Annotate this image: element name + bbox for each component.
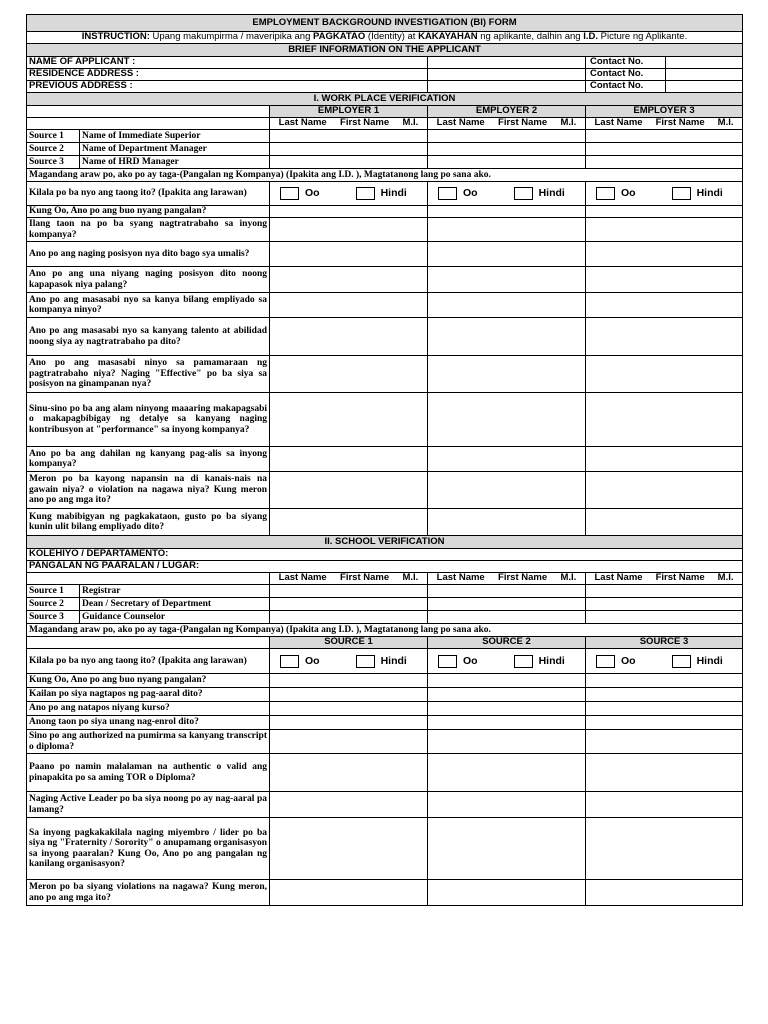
no-checkbox[interactable] <box>672 655 691 668</box>
blank-cell <box>27 106 270 118</box>
school-name-cols-2 <box>428 573 586 585</box>
school-source-label: Source 1 <box>27 585 80 598</box>
work-question: Kung Oo, Ano po ang buo nyang pangalan? <box>27 206 270 218</box>
applicant-label-2: PREVIOUS ADDRESS : <box>27 81 428 93</box>
school-answer-7-col-1[interactable] <box>270 792 428 818</box>
yes-checkbox[interactable] <box>280 655 299 668</box>
school-answer-9-col-3[interactable] <box>586 880 743 906</box>
yes-checkbox[interactable] <box>596 655 615 668</box>
school-source-header-1: SOURCE 1 <box>270 637 428 649</box>
school-source-3-col-1[interactable] <box>270 611 428 624</box>
work-question: Ilang taon na po ba syang nagtratrabaho sa inyong kompanya? <box>27 218 270 242</box>
work-answer-7-col-2[interactable] <box>428 356 586 393</box>
work-answer-6-col-2[interactable] <box>428 318 586 356</box>
instruction-bold-1: PAGKATAO <box>313 31 366 43</box>
work-question-row <box>27 393 743 447</box>
school-answer-2-col-2[interactable] <box>428 688 586 702</box>
school-greeting: Magandang araw po, ako po ay taga-(Pangalan ng Kompanya) (Ipakita ang I.D. ), Magtatanong lang po sana ako. <box>27 624 743 637</box>
work-answer-10-col-2[interactable] <box>428 472 586 509</box>
no-label: Hindi <box>696 654 723 667</box>
work-answer-1-col-2[interactable] <box>428 206 586 218</box>
school-answer-9-col-1[interactable] <box>270 880 428 906</box>
work-answer-4-col-1[interactable] <box>270 267 428 293</box>
work-answer-9-col-2[interactable] <box>428 447 586 472</box>
work-question-row <box>27 472 743 509</box>
work-question-row <box>27 318 743 356</box>
school-answer-5-col-1[interactable] <box>270 730 428 754</box>
school-question: Paano po namin malalaman na authentic o valid ang pinapakita po sa aming TOR o Diploma? <box>27 754 270 792</box>
contact-no-label-1 <box>586 69 743 81</box>
school-answer-1-col-3[interactable] <box>586 674 743 688</box>
mi-label: M.I. <box>402 572 419 584</box>
last-name-label: Last Name <box>436 117 485 129</box>
employer-header-3: EMPLOYER 3 <box>586 106 743 118</box>
work-question: Sinu-sino po ba ang alam ninyong maaaring makapagsabi o makapagbibigay ng detalye sa kanyang naging kontribusyon at "performance" sa inyong kompanya? <box>27 393 270 447</box>
school-question: Naging Active Leader po ba siya noong po ay nag-aaral pa lamang? <box>27 792 270 818</box>
work-answer-1-col-3[interactable] <box>586 206 743 218</box>
work-question: Ano po ba ang dahilan ng kanyang pag-alis sa inyong kompanya? <box>27 447 270 472</box>
school-question-row <box>27 730 743 754</box>
work-answer-5-col-3[interactable] <box>586 293 743 318</box>
school-source-1-col-3[interactable] <box>586 585 743 598</box>
last-name-label: Last Name <box>594 117 643 129</box>
work-greeting: Magandang araw po, ako po ay taga-(Pangalan ng Kompanya) (Ipakita ang I.D. ), Magtatanong lang po sana ako. <box>27 169 743 182</box>
mi-label: M.I. <box>402 117 419 129</box>
work-question-row <box>27 509 743 536</box>
work-source-3-col-3[interactable] <box>586 156 743 169</box>
work-source-label: Source 3 <box>27 156 80 169</box>
school-answer-5-col-3[interactable] <box>586 730 743 754</box>
work-answer-6-col-3[interactable] <box>586 318 743 356</box>
instruction-text-2: (Identity) at <box>365 31 419 43</box>
blank-cell <box>27 118 270 130</box>
work-answer-11-col-1[interactable] <box>270 509 428 536</box>
applicant-value-0[interactable] <box>428 57 586 69</box>
applicant-label-0: NAME OF APPLICANT : <box>27 57 428 69</box>
school-question-row <box>27 880 743 906</box>
school-source-2-col-1[interactable] <box>270 598 428 611</box>
school-source-name: Registrar <box>80 585 270 598</box>
yes-checkbox[interactable] <box>438 655 457 668</box>
no-checkbox[interactable] <box>514 187 533 200</box>
first-name-label: First Name <box>498 117 548 129</box>
no-label: Hindi <box>696 187 723 200</box>
work-name-cols-2 <box>428 118 586 130</box>
work-answer-5-col-2[interactable] <box>428 293 586 318</box>
school-answer-8-col-3[interactable] <box>586 818 743 880</box>
work-answer-8-col-3[interactable] <box>586 393 743 447</box>
blank-cell <box>27 573 270 585</box>
no-label: Hindi <box>380 654 407 667</box>
no-label: Hindi <box>538 654 565 667</box>
school-source-name: Dean / Secretary of Department <box>80 598 270 611</box>
work-yes-no-1 <box>270 182 428 206</box>
work-answer-9-col-1[interactable] <box>270 447 428 472</box>
school-answer-8-col-1[interactable] <box>270 818 428 880</box>
school-answer-4-col-3[interactable] <box>586 716 743 730</box>
applicant-value-1[interactable] <box>428 69 586 81</box>
work-name-cols-1 <box>270 118 428 130</box>
work-kilala-question: Kilala po ba nyo ang taong ito? (Ipakita ang larawan) <box>27 182 270 206</box>
school-source-1-col-2[interactable] <box>428 585 586 598</box>
work-question: Ano po ang naging posisyon nya dito bago sya umalis? <box>27 242 270 267</box>
employer-header-2: EMPLOYER 2 <box>428 106 586 118</box>
yes-label: Oo <box>463 187 478 200</box>
contact-no-text: Contact No. <box>586 57 666 68</box>
work-answer-9-col-3[interactable] <box>586 447 743 472</box>
school-question-row <box>27 688 743 702</box>
school-answer-4-col-2[interactable] <box>428 716 586 730</box>
contact-no-input[interactable] <box>666 81 742 92</box>
school-answer-2-col-3[interactable] <box>586 688 743 702</box>
yes-label: Oo <box>463 654 478 667</box>
school-answer-1-col-2[interactable] <box>428 674 586 688</box>
school-answer-1-col-1[interactable] <box>270 674 428 688</box>
school-yes-no-3 <box>586 649 743 674</box>
contact-no-label-2 <box>586 81 743 93</box>
work-question: Kung mabibigyan ng pagkakataon, gusto po ba siyang kunin ulit bilang empliyado dito? <box>27 509 270 536</box>
school-question: Meron po ba siyang violations na nagawa? Kung meron, ano po ang mga ito? <box>27 880 270 906</box>
work-answer-8-col-1[interactable] <box>270 393 428 447</box>
first-name-label: First Name <box>655 572 705 584</box>
work-answer-5-col-1[interactable] <box>270 293 428 318</box>
school-answer-6-col-1[interactable] <box>270 754 428 792</box>
work-source-3-col-1[interactable] <box>270 156 428 169</box>
work-answer-11-col-2[interactable] <box>428 509 586 536</box>
work-answer-1-col-1[interactable] <box>270 206 428 218</box>
work-question-row <box>27 206 743 218</box>
school-question: Kung Oo, Ano po ang buo nyang pangalan? <box>27 674 270 688</box>
work-answer-8-col-2[interactable] <box>428 393 586 447</box>
school-question-row <box>27 702 743 716</box>
contact-no-input[interactable] <box>666 57 742 68</box>
school-answer-6-col-3[interactable] <box>586 754 743 792</box>
yes-label: Oo <box>305 187 320 200</box>
school-question: Sa inyong pagkakakilala naging miyembro / lider po ba siya ng "Fraternity / Sorority" o anupamang organisasyon sa inyong paaralan? Kung Oo, Ano po ang pangalan ng kanilang organisasyon? <box>27 818 270 880</box>
instruction-bold-2: KAKAYAHAN <box>418 31 478 43</box>
school-yes-no-1 <box>270 649 428 674</box>
work-source-1-col-1[interactable] <box>270 130 428 143</box>
first-name-label: First Name <box>340 572 390 584</box>
work-answer-7-col-3[interactable] <box>586 356 743 393</box>
applicant-value-2[interactable] <box>428 81 586 93</box>
work-answer-3-col-3[interactable] <box>586 242 743 267</box>
school-answer-7-col-3[interactable] <box>586 792 743 818</box>
bi-form <box>26 14 742 906</box>
school-source-label: Source 3 <box>27 611 80 624</box>
work-answer-4-col-3[interactable] <box>586 267 743 293</box>
brief-info-header: BRIEF INFORMATION ON THE APPLICANT <box>27 44 743 57</box>
yes-checkbox[interactable] <box>438 187 457 200</box>
first-name-label: First Name <box>340 117 390 129</box>
instruction-text-1: Upang makumpirma / maveripika ang <box>149 31 314 43</box>
work-question-row <box>27 356 743 393</box>
school-source-1-col-1[interactable] <box>270 585 428 598</box>
contact-no-text: Contact No. <box>586 69 666 80</box>
first-name-label: First Name <box>498 572 548 584</box>
school-source-header-2: SOURCE 2 <box>428 637 586 649</box>
work-answer-7-col-1[interactable] <box>270 356 428 393</box>
last-name-label: Last Name <box>278 117 327 129</box>
instruction-text-3: ng aplikante, dalhin ang <box>477 31 584 43</box>
work-question: Ano po ang una niyang naging posisyon dito noong kapapasok niya palang? <box>27 267 270 293</box>
work-source-label: Source 1 <box>27 130 80 143</box>
yes-checkbox[interactable] <box>280 187 299 200</box>
instruction-label: INSTRUCTION: <box>81 31 150 43</box>
work-answer-10-col-3[interactable] <box>586 472 743 509</box>
school-question-row <box>27 792 743 818</box>
work-question-row <box>27 218 743 242</box>
school-answer-3-col-2[interactable] <box>428 702 586 716</box>
yes-checkbox[interactable] <box>596 187 615 200</box>
instruction-bold-3: I.D. <box>583 31 598 43</box>
mi-label: M.I. <box>717 572 734 584</box>
instruction <box>27 32 743 44</box>
form-table <box>26 14 743 906</box>
school-answer-9-col-2[interactable] <box>428 880 586 906</box>
school-source-header-3: SOURCE 3 <box>586 637 743 649</box>
school-source-2-col-3[interactable] <box>586 598 743 611</box>
work-question: Ano po ang masasabi ninyo sa pamamaraan ng pagtratrabaho niya? Naging "Effective" po ba siya sa posisyon na ginampanan nya? <box>27 356 270 393</box>
school-yes-no-2 <box>428 649 586 674</box>
yes-label: Oo <box>305 654 320 667</box>
school-answer-4-col-1[interactable] <box>270 716 428 730</box>
work-answer-4-col-2[interactable] <box>428 267 586 293</box>
no-checkbox[interactable] <box>672 187 691 200</box>
form-title: EMPLOYMENT BACKGROUND INVESTIGATION (BI) FORM <box>27 15 743 32</box>
employer-header-1: EMPLOYER 1 <box>270 106 428 118</box>
applicant-label-1: RESIDENCE ADDRESS : <box>27 69 428 81</box>
school-answer-6-col-2[interactable] <box>428 754 586 792</box>
work-question: Ano po ang masasabi nyo sa kanyang talento at abilidad noong siya ay nagtratrabaho pa dito? <box>27 318 270 356</box>
last-name-label: Last Name <box>436 572 485 584</box>
paaralan-label: PANGALAN NG PAARALAN / LUGAR: <box>27 561 743 573</box>
school-kilala-question: Kilala po ba nyo ang taong ito? (Ipakita ang larawan) <box>27 649 270 674</box>
school-question-row <box>27 674 743 688</box>
work-name-cols-3 <box>586 118 743 130</box>
instruction-text-4: Picture ng Aplikante. <box>597 31 688 43</box>
no-label: Hindi <box>538 187 565 200</box>
school-answer-3-col-1[interactable] <box>270 702 428 716</box>
work-answer-2-col-2[interactable] <box>428 218 586 242</box>
school-name-cols-3 <box>586 573 743 585</box>
school-question: Anong taon po siya unang nag-enrol dito? <box>27 716 270 730</box>
school-answer-3-col-3[interactable] <box>586 702 743 716</box>
work-source-2-col-3[interactable] <box>586 143 743 156</box>
work-answer-6-col-1[interactable] <box>270 318 428 356</box>
work-source-2-col-1[interactable] <box>270 143 428 156</box>
work-yes-no-3 <box>586 182 743 206</box>
first-name-label: First Name <box>655 117 705 129</box>
work-source-label: Source 2 <box>27 143 80 156</box>
school-answer-8-col-2[interactable] <box>428 818 586 880</box>
work-source-1-col-2[interactable] <box>428 130 586 143</box>
school-question: Kailan po siya nagtapos ng pag-aaral dito? <box>27 688 270 702</box>
work-answer-2-col-1[interactable] <box>270 218 428 242</box>
last-name-label: Last Name <box>278 572 327 584</box>
work-question-row <box>27 293 743 318</box>
mi-label: M.I. <box>560 572 577 584</box>
no-checkbox[interactable] <box>356 655 375 668</box>
school-source-label: Source 2 <box>27 598 80 611</box>
school-source-2-col-2[interactable] <box>428 598 586 611</box>
yes-label: Oo <box>621 654 636 667</box>
school-answer-5-col-2[interactable] <box>428 730 586 754</box>
school-verification-header: II. SCHOOL VERIFICATION <box>27 536 743 549</box>
kolehiyo-label: KOLEHIYO / DEPARTAMENTO: <box>27 549 743 561</box>
yes-label: Oo <box>621 187 636 200</box>
work-answer-10-col-1[interactable] <box>270 472 428 509</box>
work-question-row <box>27 267 743 293</box>
blank-cell <box>27 637 270 649</box>
no-checkbox[interactable] <box>356 187 375 200</box>
work-question-row <box>27 447 743 472</box>
work-source-1-col-3[interactable] <box>586 130 743 143</box>
work-verification-header: I. WORK PLACE VERIFICATION <box>27 93 743 106</box>
school-source-name: Guidance Counselor <box>80 611 270 624</box>
school-question-row <box>27 716 743 730</box>
school-answer-2-col-1[interactable] <box>270 688 428 702</box>
work-answer-11-col-3[interactable] <box>586 509 743 536</box>
school-question-row <box>27 754 743 792</box>
work-question: Ano po ang masasabi nyo sa kanya bilang empliyado sa kompanya ninyo? <box>27 293 270 318</box>
no-checkbox[interactable] <box>514 655 533 668</box>
work-yes-no-2 <box>428 182 586 206</box>
mi-label: M.I. <box>560 117 577 129</box>
school-name-cols-1 <box>270 573 428 585</box>
school-question-row <box>27 818 743 880</box>
no-label: Hindi <box>380 187 407 200</box>
work-answer-3-col-1[interactable] <box>270 242 428 267</box>
last-name-label: Last Name <box>594 572 643 584</box>
work-answer-2-col-3[interactable] <box>586 218 743 242</box>
work-source-name: Name of Department Manager <box>80 143 270 156</box>
school-question: Sino po ang authorized na pumirma sa kanyang transcript o diploma? <box>27 730 270 754</box>
work-source-2-col-2[interactable] <box>428 143 586 156</box>
school-source-3-col-2[interactable] <box>428 611 586 624</box>
mi-label: M.I. <box>717 117 734 129</box>
work-answer-3-col-2[interactable] <box>428 242 586 267</box>
contact-no-label-0 <box>586 57 743 69</box>
work-question: Meron po ba kayong napansin na di kanais-nais na gawain niya? o violation na nagawa niya? Kung meron ano po ang mga ito? <box>27 472 270 509</box>
contact-no-input[interactable] <box>666 69 742 80</box>
contact-no-text: Contact No. <box>586 81 666 92</box>
school-source-3-col-3[interactable] <box>586 611 743 624</box>
work-question-row <box>27 242 743 267</box>
school-question: Ano po ang natapos niyang kurso? <box>27 702 270 716</box>
work-source-name: Name of HRD Manager <box>80 156 270 169</box>
work-source-3-col-2[interactable] <box>428 156 586 169</box>
work-source-name: Name of Immediate Superior <box>80 130 270 143</box>
school-answer-7-col-2[interactable] <box>428 792 586 818</box>
